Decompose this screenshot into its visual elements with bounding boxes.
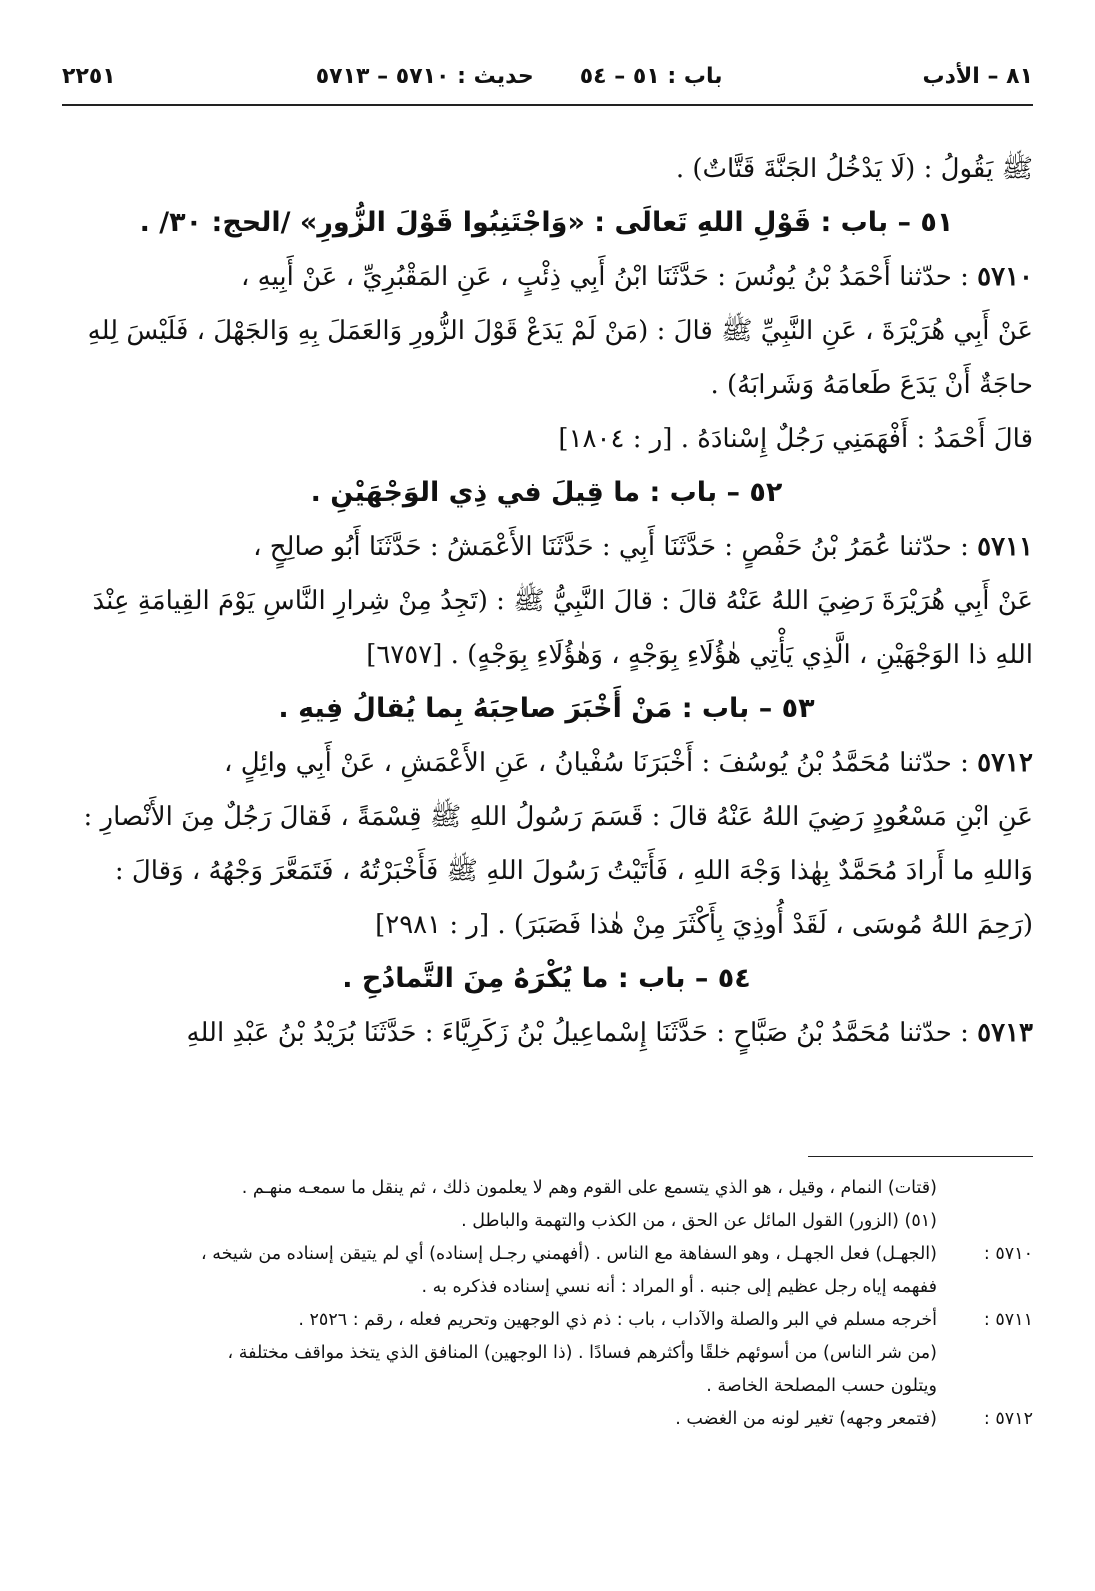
hadith-text: حدّثنا مُحَمَّدُ بْنُ صَبَّاحٍ : حَدَّثَنَا إِسْماعِيلُ بْنُ زَكَرِيَّاءَ : حَدَّثَنَا بُرَيْدُ بْنُ عَبْدِ اللهِ	[186, 1018, 952, 1048]
hadith-5711-line-3: اللهِ ذا الوَجْهَيْنِ ، الَّذِي يَأْتِي هٰؤُلَاءِ بِوَجْهٍ ، وَهٰؤُلَاءِ بِوَجْهٍ) . [٦٧٥٧]	[366, 640, 1033, 670]
hadith-5711-line-1: ٥٧١١ : حدّثنا عُمَرُ بْنُ حَفْصٍ : حَدَّثَنَا أَبِي : حَدَّثَنَا الأَعْمَشُ : حَدَّثَنَا أَبُو صالِحٍ ،	[253, 532, 1033, 562]
footnote-line: أخرجه مسلم في البر والصلة والآداب ، باب : ذم ذي الوجهين وتحريم فعله ، رقم : ٢٥٢٦ .	[298, 1310, 937, 1330]
footnote-number: ٥٧١١ :	[983, 1310, 1033, 1330]
continued-text: ﷺ يَقُولُ : (لَا يَدْخُلُ الجَنَّةَ قَتَّاتٌ) .	[675, 154, 1033, 184]
header-divider	[62, 104, 1033, 106]
footnote-5711	[60, 1304, 1033, 1403]
hadith-text: حدّثنا أَحْمَدُ بْنُ يُونُسَ : حَدَّثَنَا ابْنُ أَبِي ذِئْبٍ ، عَنِ المَقْبُرِيِّ ، عَنْ أَبِيهِ ،	[240, 262, 952, 292]
footnote-line: (قتات) النمام ، وقيل ، هو الذي يتسمع على القوم وهم لا يعلمون ذلك ، ثم ينقل ما سمعـه منهـم .	[241, 1178, 937, 1198]
header-references	[316, 64, 723, 89]
hadith-5711-line-2: عَنْ أَبِي هُرَيْرَةَ رَضِيَ اللهُ عَنْهُ قالَ : قالَ النَّبِيُّ ﷺ : (تَجِدُ مِنْ شِرارِ النَّاسِ يَوْمَ القِيامَةِ عِنْدَ	[92, 586, 1033, 616]
main-text	[60, 142, 1033, 1060]
chapter-heading-54: ٥٤ – باب : ما يُكْرَهُ مِنَ التَّمادُحِ .	[342, 963, 751, 994]
header-chapter-range: باب : ٥١ – ٥٤	[579, 63, 723, 89]
hadith-5712-line-4: (رَحِمَ اللهُ مُوسَى ، لَقَدْ أُوذِيَ بِأَكْثَرَ مِنْ هٰذا فَصَبَرَ) . [ر : ٢٩٨١]	[375, 910, 1033, 940]
chapter-heading-51: ٥١ – باب : قَوْلِ اللهِ تَعالَى : «وَاجْتَنِبُوا قَوْلَ الزُّورِ» /الحج: ٣٠/ .	[139, 207, 954, 238]
hadith-number: ٥٧١٢	[977, 748, 1033, 778]
hadith-5710-line-2: عَنْ أَبِي هُرَيْرَةَ ، عَنِ النَّبِيِّ ﷺ قالَ : (مَنْ لَمْ يَدَعْ قَوْلَ الزُّورِ وَالعَمَلَ بِهِ وَالجَهْلَ ، فَلَيْسَ لِلهِ	[87, 316, 1033, 346]
footnote-divider	[808, 1156, 1033, 1157]
footnote-5710	[60, 1238, 1033, 1304]
footnote-text	[60, 1304, 937, 1403]
header-hadith-range: حديث : ٥٧١٠ – ٥٧١٣	[315, 63, 534, 89]
footnote-line: ففهمه إياه رجل عظيم إلى جنبه . أو المراد : أنه نسي إسناده فذكره به .	[421, 1277, 937, 1297]
hadith-number: ٥٧١١	[977, 532, 1033, 562]
hadith-5713-line-1: ٥٧١٣ : حدّثنا مُحَمَّدُ بْنُ صَبَّاحٍ : حَدَّثَنَا إِسْماعِيلُ بْنُ زَكَرِيَّاءَ : حَدَّثَنَا بُرَيْدُ بْنُ عَبْدِ اللهِ	[186, 1018, 1033, 1048]
footnote-general	[60, 1172, 1033, 1238]
page-number: ٢٢٥١	[62, 63, 116, 89]
hadith-5710-comment: قالَ أَحْمَدُ : أَفْهَمَنِي رَجُلٌ إِسْنادَهُ . [ر : ١٨٠٤]	[558, 424, 1033, 454]
footnote-line: ويتلون حسب المصلحة الخاصة .	[706, 1376, 937, 1396]
footnote-text	[60, 1403, 937, 1436]
hadith-5710-line-3: حاجَةٌ أَنْ يَدَعَ طَعامَهُ وَشَرابَهُ) .	[710, 370, 1033, 400]
hadith-5710-line-1: ٥٧١٠ : حدّثنا أَحْمَدُ بْنُ يُونُسَ : حَدَّثَنَا ابْنُ أَبِي ذِئْبٍ ، عَنِ المَقْبُرِيِّ ، عَنْ أَبِيهِ ،	[240, 262, 1033, 292]
running-header	[62, 56, 1033, 96]
hadith-number: ٥٧١٠	[977, 262, 1033, 292]
footnote-line: (فتمعر وجهه) تغير لونه من الغضب .	[675, 1409, 937, 1429]
footnote-line: (٥١) (الزور) القول المائل عن الحق ، من الكذب والتهمة والباطل .	[461, 1211, 937, 1231]
footnote-line: (الجهـل) فعل الجهـل ، وهو السفاهة مع الناس . (أفهمني رجـل إسناده) أي لم يتيقن إسناده من شيخه ،	[201, 1244, 937, 1264]
footnote-5712	[60, 1403, 1033, 1436]
footnote-number: ٥٧١٠ :	[983, 1244, 1033, 1264]
hadith-5712-line-1: ٥٧١٢ : حدّثنا مُحَمَّدُ بْنُ يُوسُفَ : أَخْبَرَنَا سُفْيانُ ، عَنِ الأَعْمَشِ ، عَنْ أَبِي وائِلٍ ،	[224, 748, 1033, 778]
hadith-text: حدّثنا مُحَمَّدُ بْنُ يُوسُفَ : أَخْبَرَنَا سُفْيانُ ، عَنِ الأَعْمَشِ ، عَنْ أَبِي وائِلٍ ،	[224, 748, 952, 778]
header-book-title: ٨١ – الأدب	[922, 63, 1033, 89]
footnote-line: (من شر الناس) من أسوئهم خلقًا وأكثرهم فسادًا . (ذا الوجهين) المنافق الذي يتخذ مواقف مختلفة ،	[227, 1343, 937, 1363]
chapter-heading-53: ٥٣ – باب : مَنْ أَخْبَرَ صاحِبَهُ بِما يُقالُ فِيهِ .	[278, 693, 815, 724]
hadith-5712-line-2: عَنِ ابْنِ مَسْعُودٍ رَضِيَ اللهُ عَنْهُ قالَ : قَسَمَ رَسُولُ اللهِ ﷺ قِسْمَةً ، فَقالَ رَجُلٌ مِنَ الأَنْصارِ :	[83, 802, 1033, 832]
chapter-heading-52: ٥٢ – باب : ما قِيلَ في ذِي الوَجْهَيْنِ .	[310, 477, 783, 508]
hadith-number: ٥٧١٣	[977, 1018, 1033, 1048]
hadith-5712-line-3: وَاللهِ ما أَرادَ مُحَمَّدٌ بِهٰذا وَجْهَ اللهِ ، فَأَتَيْتُ رَسُولَ اللهِ ﷺ فَأَخْبَرْتُهُ ، فَتَمَعَّرَ وَجْهُهُ ، وَقالَ :	[114, 856, 1033, 886]
footnote-text	[60, 1238, 937, 1304]
hadith-text: حدّثنا عُمَرُ بْنُ حَفْصٍ : حَدَّثَنَا أَبِي : حَدَّثَنَا الأَعْمَشُ : حَدَّثَنَا أَبُو صالِحٍ ،	[253, 532, 952, 562]
footnote-number: ٥٧١٢ :	[983, 1409, 1033, 1429]
footnotes	[60, 1172, 1033, 1436]
